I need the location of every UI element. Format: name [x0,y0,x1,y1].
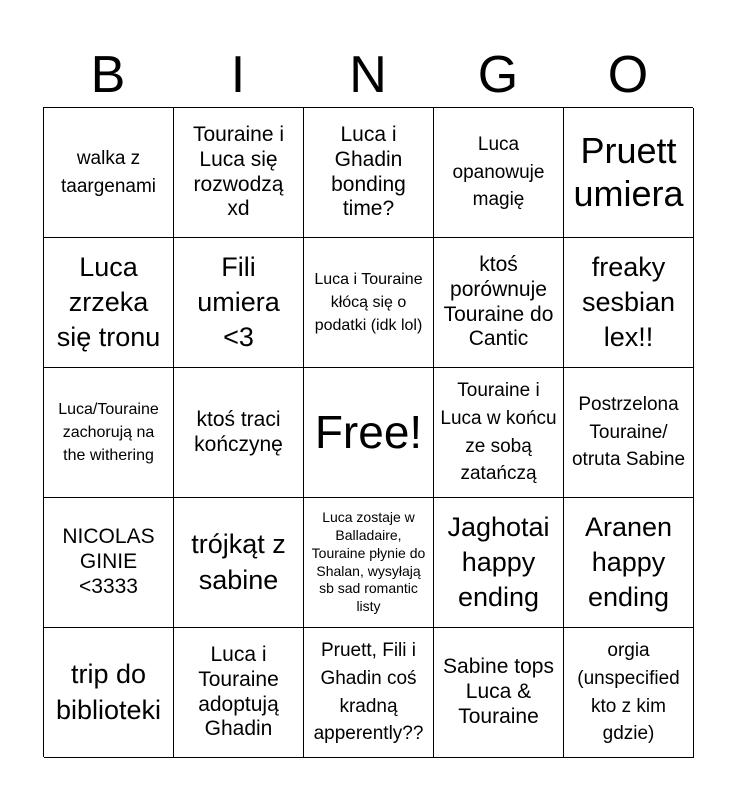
bingo-cell-r2-c1[interactable]: Luca zrzeka się tronu [44,238,174,368]
bingo-cell-r1-c1[interactable]: walka z taargenami [44,108,174,238]
header-letter-n: N [349,46,387,104]
bingo-cell-r3-c1[interactable]: Luca/Touraine zachorują na the withering [44,368,174,498]
bingo-header [43,44,693,106]
bingo-cell-r1-c5[interactable]: Pruett umiera [564,108,694,238]
bingo-cell-r4-c3[interactable]: Luca zostaje w Balladaire, Touraine płynie do Shalan, wysyłają sb sad romantic listy [304,498,434,628]
header-letter-b: B [90,46,126,104]
header-letter-g: G [477,46,519,104]
bingo-cell-r4-c1[interactable]: NICOLAS GINIE <3333 [44,498,174,628]
bingo-cell-r4-c4[interactable]: Jaghotai happy ending [434,498,564,628]
bingo-cell-r3-c2[interactable]: ktoś traci kończynę [174,368,304,498]
bingo-cell-free[interactable]: Free! [304,368,434,498]
bingo-cell-r5-c4[interactable]: Sabine tops Luca & Touraine [434,628,564,758]
bingo-cell-r2-c3[interactable]: Luca i Touraine kłócą się o podatki (idk lol) [304,238,434,368]
bingo-cell-r4-c2[interactable]: trójkąt z sabine [174,498,304,628]
bingo-card-grid [43,107,693,757]
header-letter-o: O [607,46,649,104]
bingo-cell-r1-c3[interactable]: Luca i Ghadin bonding time? [304,108,434,238]
bingo-cell-r2-c2[interactable]: Fili umiera <3 [174,238,304,368]
bingo-cell-r3-c4[interactable]: Touraine i Luca w końcu ze sobą zatańczą [434,368,564,498]
bingo-cell-r4-c5[interactable]: Aranen happy ending [564,498,694,628]
bingo-cell-r3-c5[interactable]: Postrzelona Touraine/ otruta Sabine [564,368,694,498]
bingo-cell-r1-c4[interactable]: Luca opanowuje magię [434,108,564,238]
bingo-cell-r5-c3[interactable]: Pruett, Fili i Ghadin coś kradną apperently?? [304,628,434,758]
bingo-cell-r5-c1[interactable]: trip do biblioteki [44,628,174,758]
bingo-cell-r5-c5[interactable]: orgia (unspecified kto z kim gdzie) [564,628,694,758]
bingo-cell-r2-c4[interactable]: ktoś porównuje Touraine do Cantic [434,238,564,368]
bingo-cell-r2-c5[interactable]: freaky sesbian lex!! [564,238,694,368]
bingo-cell-r5-c2[interactable]: Luca i Touraine adoptują Ghadin [174,628,304,758]
header-letter-i: I [230,46,246,104]
bingo-cell-r1-c2[interactable]: Touraine i Luca się rozwodzą xd [174,108,304,238]
